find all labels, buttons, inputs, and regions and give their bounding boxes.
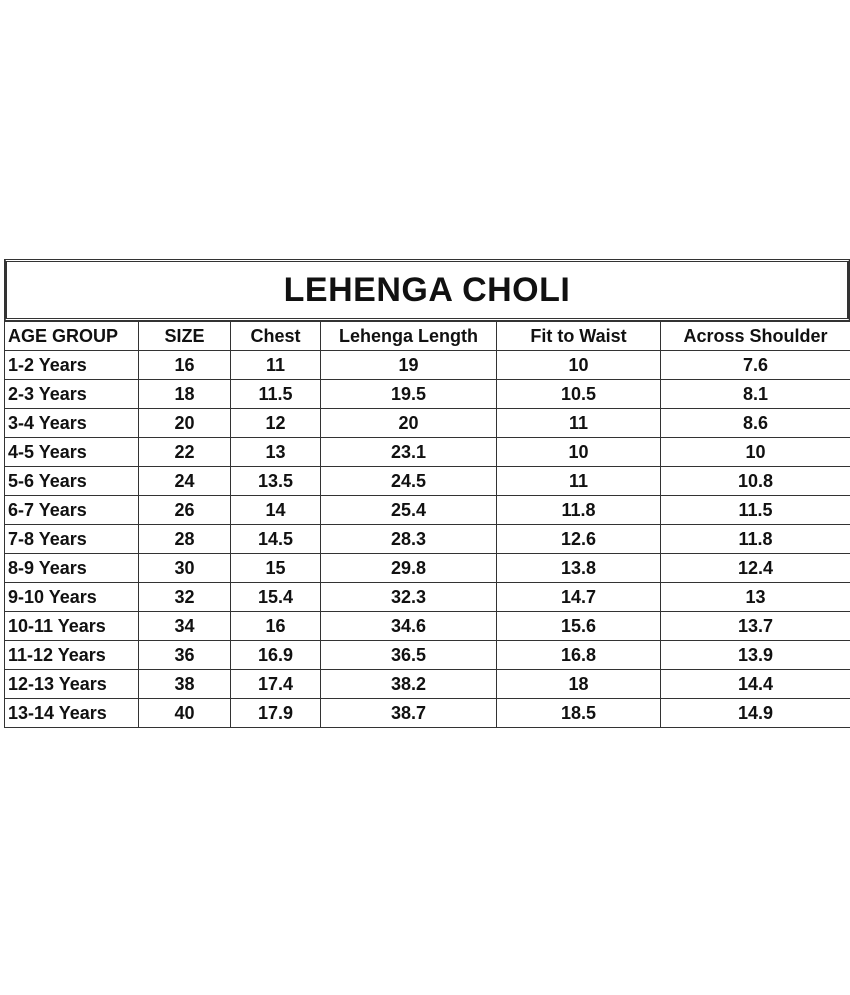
table-header-row (5, 322, 850, 351)
size-table (4, 321, 850, 728)
cell-fit-to-waist: 12.6 (497, 525, 661, 554)
cell-across-shoulder: 8.1 (661, 380, 850, 409)
cell-chest: 14 (231, 496, 321, 525)
cell-age-group: 6-7 Years (5, 496, 139, 525)
table-row (5, 380, 850, 409)
cell-fit-to-waist: 16.8 (497, 641, 661, 670)
cell-fit-to-waist: 10.5 (497, 380, 661, 409)
cell-lehenga-length: 32.3 (321, 583, 497, 612)
cell-size: 38 (139, 670, 231, 699)
cell-across-shoulder: 11.5 (661, 496, 850, 525)
cell-age-group: 2-3 Years (5, 380, 139, 409)
cell-lehenga-length: 38.2 (321, 670, 497, 699)
cell-age-group: 7-8 Years (5, 525, 139, 554)
cell-chest: 13.5 (231, 467, 321, 496)
cell-fit-to-waist: 18.5 (497, 699, 661, 728)
cell-lehenga-length: 25.4 (321, 496, 497, 525)
cell-chest: 11 (231, 351, 321, 380)
cell-size: 32 (139, 583, 231, 612)
cell-size: 26 (139, 496, 231, 525)
cell-across-shoulder: 11.8 (661, 525, 850, 554)
table-row (5, 641, 850, 670)
table-row (5, 525, 850, 554)
cell-chest: 16 (231, 612, 321, 641)
table-row (5, 612, 850, 641)
table-row (5, 699, 850, 728)
cell-across-shoulder: 13.9 (661, 641, 850, 670)
cell-size: 34 (139, 612, 231, 641)
cell-fit-to-waist: 10 (497, 351, 661, 380)
table-row (5, 351, 850, 380)
cell-size: 16 (139, 351, 231, 380)
table-body (5, 351, 850, 728)
header-across-shoulder: Across Shoulder (661, 322, 850, 351)
cell-across-shoulder: 10 (661, 438, 850, 467)
cell-fit-to-waist: 11.8 (497, 496, 661, 525)
cell-chest: 13 (231, 438, 321, 467)
cell-size: 40 (139, 699, 231, 728)
header-age-group: AGE GROUP (5, 322, 139, 351)
cell-fit-to-waist: 11 (497, 409, 661, 438)
cell-fit-to-waist: 13.8 (497, 554, 661, 583)
cell-across-shoulder: 7.6 (661, 351, 850, 380)
cell-age-group: 9-10 Years (5, 583, 139, 612)
cell-chest: 15 (231, 554, 321, 583)
cell-size: 24 (139, 467, 231, 496)
cell-lehenga-length: 19.5 (321, 380, 497, 409)
cell-size: 36 (139, 641, 231, 670)
cell-fit-to-waist: 11 (497, 467, 661, 496)
cell-size: 28 (139, 525, 231, 554)
cell-across-shoulder: 13 (661, 583, 850, 612)
cell-age-group: 5-6 Years (5, 467, 139, 496)
cell-size: 30 (139, 554, 231, 583)
table-row (5, 554, 850, 583)
cell-lehenga-length: 29.8 (321, 554, 497, 583)
table-row (5, 438, 850, 467)
cell-chest: 17.9 (231, 699, 321, 728)
header-chest: Chest (231, 322, 321, 351)
cell-fit-to-waist: 15.6 (497, 612, 661, 641)
cell-across-shoulder: 14.9 (661, 699, 850, 728)
cell-across-shoulder: 14.4 (661, 670, 850, 699)
cell-size: 18 (139, 380, 231, 409)
chart-title: LEHENGA CHOLI (4, 259, 850, 321)
cell-size: 22 (139, 438, 231, 467)
cell-lehenga-length: 23.1 (321, 438, 497, 467)
cell-lehenga-length: 36.5 (321, 641, 497, 670)
cell-age-group: 12-13 Years (5, 670, 139, 699)
cell-across-shoulder: 10.8 (661, 467, 850, 496)
cell-lehenga-length: 20 (321, 409, 497, 438)
header-lehenga-length: Lehenga Length (321, 322, 497, 351)
cell-fit-to-waist: 18 (497, 670, 661, 699)
table-row (5, 467, 850, 496)
cell-lehenga-length: 28.3 (321, 525, 497, 554)
cell-chest: 11.5 (231, 380, 321, 409)
size-chart (4, 259, 850, 728)
cell-lehenga-length: 38.7 (321, 699, 497, 728)
cell-chest: 16.9 (231, 641, 321, 670)
cell-age-group: 13-14 Years (5, 699, 139, 728)
header-fit-to-waist: Fit to Waist (497, 322, 661, 351)
cell-chest: 15.4 (231, 583, 321, 612)
cell-age-group: 4-5 Years (5, 438, 139, 467)
cell-age-group: 11-12 Years (5, 641, 139, 670)
header-size: SIZE (139, 322, 231, 351)
cell-age-group: 8-9 Years (5, 554, 139, 583)
cell-age-group: 1-2 Years (5, 351, 139, 380)
cell-lehenga-length: 34.6 (321, 612, 497, 641)
cell-chest: 14.5 (231, 525, 321, 554)
cell-across-shoulder: 13.7 (661, 612, 850, 641)
table-row (5, 670, 850, 699)
cell-chest: 17.4 (231, 670, 321, 699)
cell-fit-to-waist: 10 (497, 438, 661, 467)
cell-across-shoulder: 8.6 (661, 409, 850, 438)
cell-age-group: 3-4 Years (5, 409, 139, 438)
cell-lehenga-length: 24.5 (321, 467, 497, 496)
cell-size: 20 (139, 409, 231, 438)
cell-age-group: 10-11 Years (5, 612, 139, 641)
cell-lehenga-length: 19 (321, 351, 497, 380)
table-row (5, 583, 850, 612)
cell-across-shoulder: 12.4 (661, 554, 850, 583)
cell-fit-to-waist: 14.7 (497, 583, 661, 612)
cell-chest: 12 (231, 409, 321, 438)
table-row (5, 409, 850, 438)
table-row (5, 496, 850, 525)
